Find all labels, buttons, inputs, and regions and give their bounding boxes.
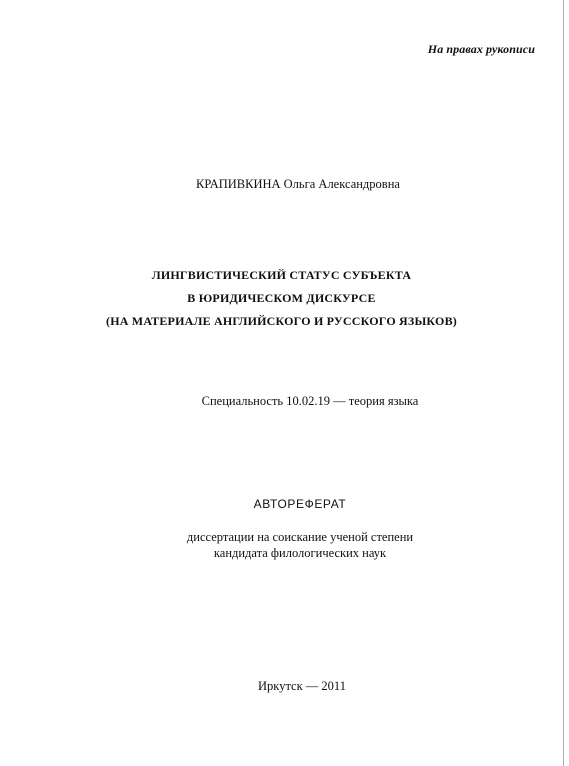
dissertation-title <box>0 264 563 333</box>
degree-line-2: кандидата филологических наук <box>213 546 387 560</box>
specialty-line: Специальность 10.02.19 — теория языка <box>201 394 419 408</box>
manuscript-note: На правах рукописи <box>427 42 535 56</box>
title-line-3: (НА МАТЕРИАЛЕ АНГЛИЙСКОГО И РУССКОГО ЯЗЫКОВ) <box>106 314 457 328</box>
document-type-label: АВТОРЕФЕРАТ <box>253 497 347 511</box>
page-edge-divider <box>563 0 569 766</box>
place-and-year: Иркутск — 2011 <box>258 679 346 693</box>
degree-line-1: диссертации на соискание ученой степени <box>186 530 414 544</box>
title-line-1: ЛИНГВИСТИЧЕСКИЙ СТАТУС СУБЪЕКТА <box>151 268 412 282</box>
author-name: КРАПИВКИНА Ольга Александровна <box>196 177 400 191</box>
title-line-2: В ЮРИДИЧЕСКОМ ДИСКУРСЕ <box>187 291 376 305</box>
degree-description <box>0 529 569 561</box>
